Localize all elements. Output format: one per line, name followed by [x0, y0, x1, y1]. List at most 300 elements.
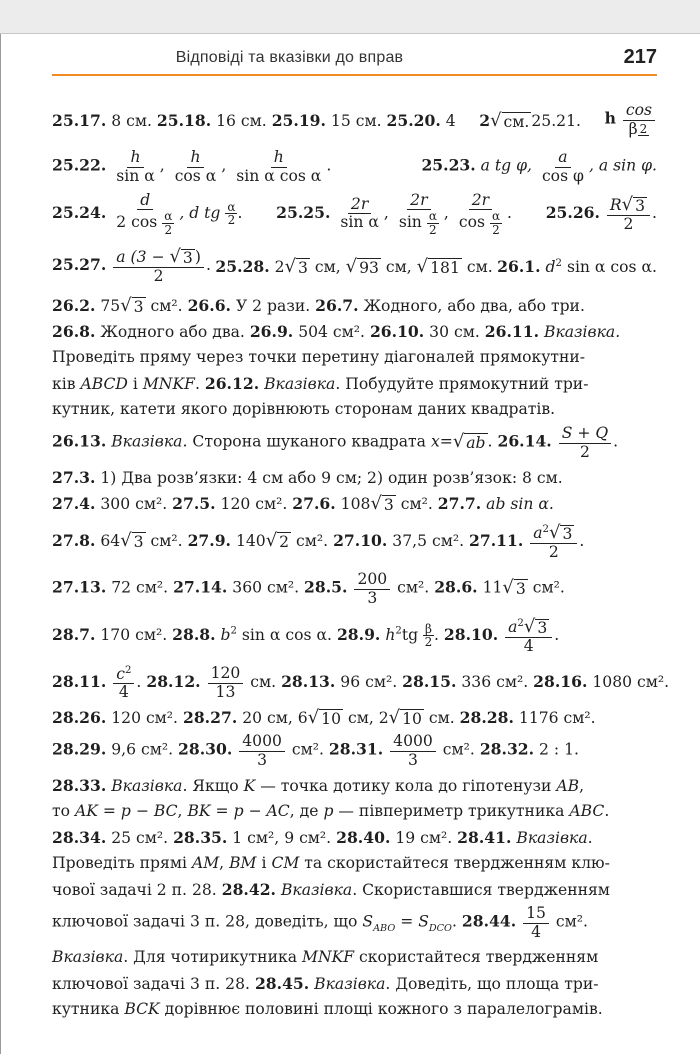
text-segment: β [425, 621, 432, 636]
square-root: √ ab [452, 431, 486, 452]
text-segment: 28.29. [52, 740, 107, 759]
text-segment: ABC [569, 802, 605, 820]
text-segment: см². [527, 579, 565, 597]
text-segment: Проведіть прямі [52, 854, 192, 872]
text-segment: sin [398, 213, 427, 232]
text-segment: 96 см². [335, 673, 403, 691]
text-segment: . Скориставшися твердженням [352, 880, 610, 899]
line-24 [52, 902, 657, 944]
text-segment: S [418, 913, 429, 931]
text-segment: 25.27. [52, 254, 107, 274]
text-segment: Вказівка. [539, 322, 621, 341]
text-segment: ключової задачі 3 п. 28. [52, 974, 255, 993]
text-segment: 336 см². [456, 673, 534, 691]
text-segment: , [177, 802, 188, 820]
fraction: $a^2$ √ 3 2 [530, 523, 577, 561]
text-segment: Проведіть пряму через точки перетину діагоналей прямокутни- [52, 348, 586, 366]
text-segment: 28.44. [461, 912, 517, 931]
text-segment: 4000 [390, 733, 436, 751]
text-segment: Вказівка [259, 374, 336, 393]
text-segment: 120 [208, 665, 244, 683]
text-segment: 3 [515, 580, 526, 598]
text-segment: α [428, 208, 437, 223]
text-segment: см, [380, 257, 417, 276]
line-20 [52, 798, 657, 824]
fraction [113, 149, 158, 184]
text-segment: см. [503, 112, 530, 131]
text-segment: см². [291, 531, 334, 550]
text-segment: . [451, 913, 462, 931]
text-segment: 3 [562, 524, 573, 543]
fraction [539, 149, 587, 184]
text-segment: 25.22. [52, 156, 107, 175]
fraction [490, 210, 502, 236]
text-segment: 170 см². [95, 625, 173, 644]
text-segment: AK [74, 802, 98, 820]
text-segment: 3 [133, 297, 144, 316]
text-segment: 26.11. [484, 321, 540, 341]
square-root: √ см. [490, 109, 530, 131]
text-segment: Жодного, або два, або три. [358, 296, 585, 315]
text-segment: 2r [469, 192, 492, 210]
text-segment: 2 [639, 121, 648, 136]
square-root: √ 181 [416, 255, 460, 277]
text-segment: , де [289, 802, 324, 820]
text-segment: 3 [383, 495, 394, 514]
text-segment: 25.26. [545, 202, 600, 222]
text-segment: 120 см². [215, 494, 293, 513]
text-segment: 4000 [239, 733, 285, 751]
line-11 [52, 464, 657, 490]
text-segment: . Для чотирикутника [123, 948, 302, 966]
line-7 [52, 344, 657, 370]
text-segment: ключової задачі 3 п. 28, доведіть, що [52, 913, 363, 931]
text-segment: 3 [298, 258, 308, 277]
text-segment: 2 : 1. [534, 741, 580, 759]
text-segment: . [237, 203, 243, 222]
text-segment: a [533, 524, 543, 543]
text-segment: 30 см. [424, 322, 485, 341]
text-segment: 27.5. [172, 493, 216, 513]
text-segment: K [243, 776, 256, 795]
text-segment: 28.26. [52, 707, 107, 727]
text-segment: . Побудуйте прямокутний три- [335, 374, 589, 393]
text-segment: c [116, 664, 125, 683]
text-segment: 28.35. [173, 827, 228, 847]
text-segment: . [487, 433, 498, 451]
text-segment: sin α cos α. [236, 625, 337, 644]
text-segment: p [120, 802, 131, 820]
line-6 [52, 318, 657, 344]
text-segment: кутник, катети якого дорівнюють сторонам даних квадратів. [52, 400, 556, 418]
text-segment: 20 см, 6 [237, 708, 308, 727]
text-segment: ABCD [80, 374, 128, 393]
text-segment: . [604, 802, 610, 820]
line-4: 25.27. a (3 − √ 3 ) 2 . 25.28. 2 √ 3 см, √ 93 см, √ 181 см. 26.1. $d^2$ sin α cos α. [52, 246, 657, 285]
text-segment: h [271, 149, 287, 167]
text-segment: R [609, 196, 622, 215]
text-segment: 16 см. [211, 111, 272, 130]
text-segment: 28.10. [443, 624, 499, 644]
line-16: 28.11. $\frac{c^2}{4}$ . 28.12. $\frac{120}{13}$ см. 28.13. 96 см². 28.15. 336 см². 28.16. 1080 см². [52, 664, 670, 702]
square-root: √ 10 [307, 706, 341, 728]
text-segment: 25.25. [276, 202, 331, 222]
text-segment: 2r [348, 196, 371, 214]
text-segment: 27.6. [292, 493, 336, 513]
text-segment: 1) Два розв’язки: 4 см або 9 см; 2) один розв’язок: 8 см. [95, 468, 563, 487]
text-segment: BCK [124, 1000, 160, 1018]
text-segment: x [430, 433, 440, 451]
fraction [172, 149, 220, 184]
text-segment: 181 [430, 258, 460, 277]
text-segment: a (3 − [116, 248, 170, 267]
text-segment: 93 [359, 258, 379, 277]
text-segment: 9,6 см². [106, 741, 179, 759]
text-segment: − [243, 802, 267, 820]
text-segment: 2 [479, 110, 491, 130]
text-segment: — півпериметр трикутника [333, 802, 570, 820]
text-segment: 4 [531, 922, 541, 941]
line-1 [52, 94, 657, 146]
text-segment: , [579, 776, 585, 795]
fraction [607, 195, 650, 233]
text-segment: p [233, 802, 244, 820]
text-segment: 3 [537, 618, 548, 637]
fraction [354, 571, 390, 606]
text-segment: см. [461, 257, 493, 276]
text-segment: a [555, 149, 570, 167]
text-segment: 72 см². [106, 579, 174, 597]
text-segment: дорівнює половині площі кожного з паралелограмів. [159, 1000, 603, 1018]
text-segment: , a sin φ. [588, 157, 657, 175]
fraction [559, 425, 611, 460]
text-segment: cos [623, 102, 655, 120]
text-segment: 1 см², 9 см². [227, 828, 337, 847]
text-segment: − [130, 802, 154, 820]
text-segment: . Якщо [182, 776, 244, 795]
line-25 [52, 944, 657, 970]
text-segment: 25.18. [156, 110, 212, 130]
text-segment: 28.41. [457, 827, 512, 847]
line-9 [52, 396, 657, 422]
book-page [0, 34, 700, 1054]
text-segment: BK [187, 802, 211, 820]
text-segment: 28.11. [52, 672, 107, 691]
text-segment: см². [395, 494, 438, 513]
text-segment: 25 см². [106, 828, 174, 847]
line-22 [52, 850, 657, 876]
text-segment: h [127, 149, 143, 167]
line-5 [52, 292, 657, 318]
text-segment: 15 см. [325, 111, 387, 130]
text-segment: 28.5. [304, 578, 348, 597]
text-segment: 25.23. [421, 156, 476, 175]
text-segment: 28.28. [459, 707, 514, 727]
square-root: √ 3 [502, 577, 526, 598]
line-21 [52, 824, 657, 850]
fraction [113, 247, 204, 285]
page-title: Відповіді та вказівки до вправ [175, 49, 404, 66]
text-segment: 3 [257, 750, 268, 769]
line-3: 25.24. d 2 cos $\frac{\alpha}{2}$ , d tg $\frac{\alpha}{2}$ . 25.25. $\frac{2r}{\text{sin α}}$ , 2r sin $\frac{\alpha}{2}$ , 2r cos $\frac{\alpha}{2}$ . 25.26. R √ 3 2 . [52, 190, 657, 237]
text-segment: — точка дотику кола до гіпотенузи [255, 776, 557, 795]
text-segment: 2 [623, 214, 634, 233]
text-segment: 27.13. [52, 578, 107, 597]
text-segment: 4 [118, 683, 129, 702]
running-header [52, 44, 657, 76]
text-segment: AB [556, 776, 580, 795]
fraction [162, 210, 174, 236]
text-segment: 300 см². [95, 494, 173, 513]
text-segment: = [439, 433, 453, 451]
text-segment: BM [229, 854, 257, 872]
text-segment: 2r [407, 192, 430, 210]
text-segment: 27.3. [52, 467, 96, 487]
fraction [337, 196, 382, 231]
line-10: 26.13. Вказівка. Сторона шуканого квадрата x= √ ab . 26.14. $\frac{S + Q}{2}$ . [52, 424, 619, 461]
text-segment: ab sin α. [481, 494, 554, 513]
fraction [239, 733, 285, 768]
text-segment: h [604, 109, 616, 128]
text-segment: sin α cos α. [561, 257, 657, 276]
text-segment: 2 [579, 442, 590, 461]
text-segment: ) [194, 248, 201, 267]
fraction [396, 192, 442, 236]
text-segment: = [210, 802, 234, 820]
text-segment: 28.30. [178, 740, 233, 759]
text-segment: MNKF [301, 948, 355, 966]
text-segment: 25.19. [271, 110, 326, 130]
fraction [225, 201, 237, 227]
line-23 [52, 876, 657, 902]
text-segment: 11 [477, 579, 503, 597]
fraction [456, 192, 505, 236]
text-segment: 26.2. [52, 295, 96, 315]
text-segment: 28.27. [182, 707, 238, 727]
text-segment: см². [392, 579, 435, 597]
square-root: √ 3 [120, 294, 144, 316]
text-segment: 37,5 см². [387, 531, 470, 550]
text-segment: 25.28. [215, 256, 270, 276]
text-segment: a tg φ, [475, 157, 537, 175]
text-segment: 28.40. [336, 827, 391, 847]
text-segment: 140 [231, 531, 266, 550]
text-segment: 8 см. [106, 111, 157, 130]
text-segment: 4 [523, 636, 534, 655]
page-number: 217 [623, 46, 657, 68]
fraction [427, 210, 439, 236]
text-segment: 28.9. [336, 624, 381, 644]
text-segment: 2 [227, 213, 236, 228]
text-segment: 3 [635, 196, 646, 215]
text-segment: 26.8. [52, 321, 96, 341]
text-segment: 3 [133, 532, 144, 551]
text-segment: sin α [340, 213, 379, 232]
text-segment: 28.12. [146, 672, 201, 691]
text-segment: . Доведіть, що площа три- [385, 974, 599, 993]
text-segment: 26.9. [249, 321, 294, 341]
text-segment: 25.21. [531, 111, 581, 130]
text-segment: CM [271, 854, 300, 872]
text-segment: 4 [440, 111, 456, 130]
text-segment: . [587, 828, 593, 847]
text-segment: 2 [548, 542, 559, 561]
text-segment: Жодного або два. [95, 322, 250, 341]
text-segment: У 2 рази. [231, 296, 316, 315]
text-segment: 360 см². [227, 579, 305, 597]
text-segment: MNKF [142, 374, 195, 393]
fraction [390, 733, 436, 768]
square-root: √ 3 [523, 616, 548, 638]
text-segment: 3 [408, 750, 418, 769]
square-root: √ 3 [169, 246, 193, 268]
text-segment: то [52, 802, 75, 820]
text-segment: 28.33. [52, 775, 107, 795]
text-segment: 2 [164, 222, 173, 237]
text-segment: см². [145, 531, 188, 550]
text-segment: 28.15. [402, 672, 457, 691]
text-segment: = [395, 913, 419, 931]
text-segment: Вказівка [511, 828, 588, 847]
text-segment: p [323, 802, 334, 820]
text-segment: 26.13. [52, 432, 107, 451]
fraction [113, 192, 177, 236]
text-segment: 200 [354, 571, 390, 589]
square-root: √ 10 [388, 706, 422, 728]
text-segment: sin α cos α [236, 166, 322, 185]
text-segment: cos α [174, 166, 217, 185]
text-segment: = [97, 802, 121, 820]
text-segment: Вказівка [106, 776, 183, 795]
text-segment: d [137, 192, 153, 210]
text-segment: 2 [424, 635, 433, 650]
text-segment: 26.1. [497, 256, 541, 276]
text-segment: 28.8. [172, 624, 216, 644]
text-segment: 2 [153, 266, 164, 285]
fraction [233, 149, 324, 184]
text-segment: ab [466, 434, 486, 452]
text-segment: см. [245, 673, 282, 691]
text-segment: і [127, 374, 143, 393]
text-segment: кутника [52, 1000, 125, 1018]
text-segment: 2 cos [116, 213, 163, 232]
text-segment: см². [550, 913, 588, 931]
text-segment: 2 [269, 257, 285, 276]
text-segment: см². [145, 296, 188, 315]
text-segment: 3 [367, 588, 378, 607]
line-15: 28.7. 170 см². 28.8. $b^2$ sin α cos α. 28.9. $h^2tg$ $\frac{\beta}{2}$ . 28.10. $a^2$ √ 3 4 . [52, 616, 560, 655]
square-root: √ 3 [370, 492, 394, 514]
line-27 [52, 996, 657, 1022]
text-segment: , [219, 854, 230, 872]
text-segment: a [508, 618, 518, 637]
fraction [208, 665, 244, 700]
text-segment: tg [401, 625, 419, 644]
text-segment: DCO [428, 923, 452, 935]
text-segment: Вказівка [52, 948, 124, 966]
text-segment: 3 [182, 248, 193, 267]
text-segment: 28.13. [281, 672, 336, 691]
fraction [623, 102, 655, 137]
fraction: $a^2$ √ 3 4 [505, 617, 552, 655]
text-segment: і [256, 854, 272, 872]
text-segment: S [362, 913, 374, 931]
text-segment: 108 [335, 494, 371, 513]
text-segment: 504 см². [293, 322, 370, 341]
answers-text [52, 94, 670, 1022]
text-segment: . [194, 374, 205, 393]
text-segment: 28.34. [52, 827, 107, 847]
text-segment: 28.42. [221, 879, 276, 899]
line-19 [52, 772, 657, 798]
square-root: √ 3 [549, 522, 573, 544]
text-segment: 19 см². [390, 828, 458, 847]
text-segment: 120 см². [106, 708, 183, 727]
text-segment: β [628, 119, 638, 138]
text-segment: b [215, 625, 231, 644]
line-14 [52, 568, 657, 610]
text-segment: h [380, 625, 396, 644]
text-segment: 28.6. [434, 578, 478, 597]
text-segment: 13 [215, 682, 236, 701]
text-segment: 28.16. [533, 672, 588, 691]
text-segment: cos φ [541, 166, 584, 185]
square-root: √ 3 [621, 194, 646, 216]
text-segment: см, [309, 257, 346, 276]
text-segment: Вказівка [275, 880, 353, 899]
text-segment: 25.17. [52, 110, 107, 130]
text-segment: ABO [373, 923, 396, 935]
text-segment: 2 [429, 222, 437, 237]
line-8 [52, 370, 657, 396]
line-17 [52, 704, 657, 730]
square-root: √ 3 [284, 255, 308, 277]
fraction: $\frac{c^2}{4}$ [113, 665, 134, 701]
text-segment: 26.14. [497, 432, 552, 451]
text-segment: 64 [95, 531, 121, 550]
text-segment: cos [458, 213, 490, 232]
text-segment: 2 [492, 222, 500, 237]
text-segment: 26.6. [187, 295, 231, 315]
text-segment: 1176 см². [513, 708, 596, 727]
line-2: 25.22. $\frac{h}{\text{sin α}}$ , $\frac{h}{\text{cos α}}$ , $\frac{h}{\text{sin α cos α}}$ . 25.23. a tg φ, $\frac{a}{\text{cos φ}}$ , a sin φ. [52, 148, 657, 185]
text-segment: 28.31. [328, 740, 384, 759]
text-segment: . Сторона шуканого квадрата [182, 433, 431, 451]
text-segment: Вказівка [106, 433, 183, 451]
text-segment: чової задачі 2 п. 28. [52, 880, 222, 899]
text-segment: α [227, 199, 236, 214]
text-segment: , d tg [179, 203, 226, 222]
text-segment: 15 [523, 905, 549, 923]
text-segment: 10 [402, 709, 422, 728]
square-root: √ 3 [120, 529, 144, 551]
text-segment: 27.8. [52, 530, 96, 550]
text-segment: α [164, 208, 173, 223]
text-segment: α [491, 208, 501, 223]
text-segment: см². [437, 741, 480, 759]
text-segment: 25.24. [52, 202, 107, 222]
text-segment: BC [153, 802, 178, 820]
text-segment: 25.20. [386, 110, 441, 130]
fraction [423, 623, 434, 649]
text-segment: AM [191, 854, 220, 872]
text-segment: 27.11. [469, 530, 524, 550]
text-segment: 10 [321, 709, 341, 728]
text-segment: S + Q [559, 425, 611, 443]
text-segment: ків [52, 374, 81, 393]
square-root: √ 93 [345, 255, 379, 277]
fraction [523, 905, 549, 940]
